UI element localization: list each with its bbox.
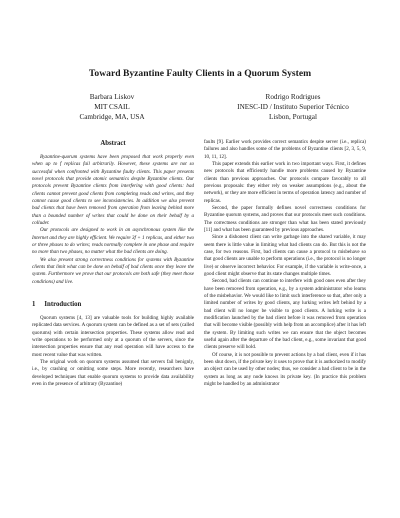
author-name: Rodrigo Rodrigues xyxy=(265,93,321,101)
paper-title: Toward Byzantine Faulty Clients in a Quorum System xyxy=(88,68,312,79)
author-name: Barbara Liskov xyxy=(89,93,135,101)
author-affiliation: MIT CSAIL xyxy=(94,103,130,112)
author-location: Cambridge, MA, USA xyxy=(79,113,145,122)
author-affiliation: INESC-ID / Instituto Superior Técnico xyxy=(237,103,349,112)
body-paragraph: The original work on quorum systems assumed that servers fail benignly, i.e., by crashing or omitting some steps. More recently, researchers have developed techniques that enable quorum systems to provide data availability even in the presence of arbitrary (Byzantine) xyxy=(32,358,194,387)
body-paragraph: Of course, it is not possible to prevent actions by a bad client, even if it has been shut down, if the private key it uses to prove that it is authorized to modify an object can be used by other nodes; thus, we consider a bad client to be in the system as long as any node knows its private key. (In practice this problem might be handled by an administrator xyxy=(204,351,366,387)
abstract-paragraph: We also present strong correctness conditions for systems with Byzantine clients that limit what can be done on behalf of bad clients once they leave the system. Furthermore we prove that our protocols are both safe (they meet those conditions) and live. xyxy=(32,256,194,285)
section-title: Introduction xyxy=(44,300,82,308)
abstract-heading: Abstract xyxy=(100,140,126,147)
author-block-2 xyxy=(228,92,358,123)
body-paragraph: faults [9]. Earlier work provides correct semantics despite server (i.e., replica) failures and also handles some of the problems of Byzantine clients [2, 3, 5, 9, 10, 11, 12]. xyxy=(204,139,366,160)
abstract xyxy=(32,154,194,286)
body-paragraph: Quorum systems [4, 13] are valuable tools for building highly available replicated data services. A quorum system can be defined as a set of sets (called quorums) with certain intersection properties. These systems allow read and write operations to be performed only at a quorum of the servers, since the intersection properties ensure that any read operation will have access to the most recent value that was written. xyxy=(32,314,194,358)
body-paragraph: Since a dishonest client can write garbage into the shared variable, it may seem there is little value in limiting what bad clients can do. But this is not the case, for two reasons. First, bad clients can cause a protocol to misbehave so that good clients are unable to perform operations (i.e., the protocol is no longer live) or observe incorrect behavior. For example, if the variable is write-once, a good client might observe that its state changes multiple times. xyxy=(204,234,366,277)
section-heading xyxy=(32,301,194,309)
right-column xyxy=(204,139,366,388)
abstract-paragraph: Byzantine-quorum systems have been proposed that work properly even when up to f replicas fail arbitrarily. However, these systems are not so successful when confronted with Byzantine faulty clients. This paper presents novel protocols that provide atomic semantics despite Byzantine clients. Our protocols prevent Byzantine clients from interfering with good clients: bad clients cannot prevent good clients from completing reads and writes, and they cannot cause good clients to see inconsistencies. In addition we also prevent bad clients that have been removed from operation from leaving behind more than a bounded number of writes that could be done on their behalf by a colluder. xyxy=(32,154,194,226)
body-paragraph: Second, bad clients can continue to interfere with good ones even after they have been removed from operation, e.g., by a system administrator who learns of the misbehavior. We would like to limit such interference so that, after only a limited number of writes by good clients, any lurking writes left behind by a bad client will no longer be visible to good clients. A lurking write is a modification launched by the bad client before it was removed from operation that will become visible (possibly with help from an accomplice) after it has left the system. By limiting such writes we can ensure that the object becomes useful again after the departure of the bad client, e.g., some invariant that good clients preserve will hold. xyxy=(204,278,366,351)
left-column xyxy=(32,140,194,388)
section-number: 1 xyxy=(32,300,36,308)
abstract-paragraph: Our protocols are designed to work in an asynchronous system like the Internet and they are highly efficient. We require 3f + 1 replicas, and either two or three phases to do writes; reads normally complete in one phase and require no more than two phases, no matter what the bad clients are doing. xyxy=(32,227,194,256)
author-block-1 xyxy=(52,92,172,123)
author-location: Lisbon, Portugal xyxy=(269,113,317,122)
body-paragraph: Second, the paper formally defines novel correctness conditions for Byzantine quorum systems, and proves that our protocols meet such conditions. The correctness conditions are stronger than what has been stated previously [11] and what has been guaranteed by previous approaches. xyxy=(204,204,366,233)
body-paragraph: This paper extends this earlier work in two important ways. First, it defines new protocols that efficiently handle more problems caused by Byzantine clients than previous approaches. Our protocols compare favorably to all previous proposals: they either rely on weaker assumptions (e.g., about the network), or they are more efficient in terms of operation latency and number of replicas. xyxy=(204,160,366,204)
